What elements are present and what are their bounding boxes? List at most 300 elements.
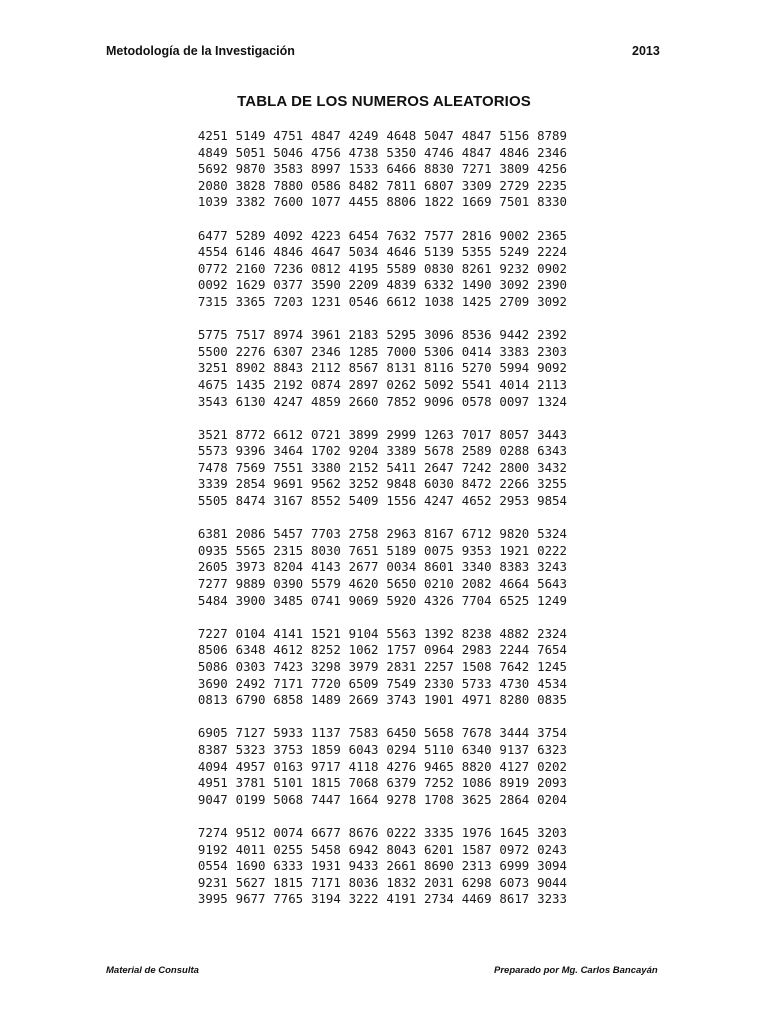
number-row xyxy=(194,178,571,195)
number-cell: 1757 xyxy=(386,642,417,658)
number-cell: 2183 xyxy=(348,327,379,343)
number-cell: 2999 xyxy=(386,426,417,442)
number-cell: 0243 xyxy=(537,841,567,857)
number-cell: 9096 xyxy=(424,393,454,409)
number-cell: 6146 xyxy=(235,244,266,260)
number-row xyxy=(194,360,571,377)
number-cell: 2192 xyxy=(273,376,304,392)
number-cell: 2224 xyxy=(537,244,567,260)
number-cell: 8482 xyxy=(348,177,379,193)
number-cell: 4011 xyxy=(235,841,266,857)
number-cell: 2330 xyxy=(424,675,454,691)
number-cell: 1921 xyxy=(499,542,530,558)
number-cell: 1245 xyxy=(537,659,567,674)
number-cell: 6477 xyxy=(197,227,228,243)
number-cell: 5920 xyxy=(386,592,417,608)
number-cell: 4847 xyxy=(461,144,492,160)
number-cell: 3339 xyxy=(197,476,228,492)
number-cell: 5733 xyxy=(461,675,492,691)
number-cell: 7642 xyxy=(499,659,530,674)
number-row xyxy=(194,476,571,493)
number-cell: 9047 xyxy=(197,791,228,807)
number-cell: 4276 xyxy=(386,758,417,774)
number-cell: 1508 xyxy=(461,659,492,674)
number-cell: 3203 xyxy=(537,824,567,840)
number-cell: 9820 xyxy=(499,526,530,542)
number-cell: 7720 xyxy=(310,675,341,691)
number-row xyxy=(194,145,571,162)
number-row xyxy=(194,261,571,278)
number-row xyxy=(194,626,571,643)
number-cell: 8506 xyxy=(197,642,228,658)
number-row xyxy=(194,825,571,842)
number-cell: 9396 xyxy=(235,443,266,459)
number-cell: 8204 xyxy=(273,559,304,575)
number-cell: 8806 xyxy=(386,194,417,210)
number-cell: 7017 xyxy=(461,426,492,442)
number-cell: 8252 xyxy=(310,642,341,658)
number-cell: 4620 xyxy=(348,576,379,592)
number-row xyxy=(194,493,571,510)
number-cell: 7478 xyxy=(197,459,228,475)
number-block xyxy=(194,228,571,311)
number-cell: 6332 xyxy=(424,277,454,293)
number-cell: 1931 xyxy=(310,858,341,874)
number-block xyxy=(194,526,571,609)
number-cell: 2244 xyxy=(499,642,530,658)
number-cell: 2758 xyxy=(348,526,379,542)
number-cell: 9353 xyxy=(461,542,492,558)
number-cell: 5289 xyxy=(235,227,266,243)
number-cell: 0902 xyxy=(537,260,567,276)
number-cell: 8036 xyxy=(348,874,379,890)
number-cell: 8472 xyxy=(461,476,492,492)
number-cell: 5933 xyxy=(273,725,304,741)
number-cell: 4554 xyxy=(197,244,228,260)
number-cell: 7227 xyxy=(197,625,228,641)
number-cell: 6858 xyxy=(273,692,304,708)
number-cell: 6450 xyxy=(386,725,417,741)
number-cell: 6307 xyxy=(273,343,304,359)
number-cell: 5068 xyxy=(273,791,304,807)
number-cell: 3255 xyxy=(537,476,567,492)
number-cell: 3094 xyxy=(537,858,567,874)
number-cell: 2963 xyxy=(386,526,417,542)
number-cell: 9092 xyxy=(537,360,567,376)
number-cell: 6333 xyxy=(273,858,304,874)
number-cell: 0578 xyxy=(461,393,492,409)
number-cell: 3389 xyxy=(386,443,417,459)
number-cell: 4195 xyxy=(348,260,379,276)
number-cell: 4223 xyxy=(310,227,341,243)
number-cell: 6454 xyxy=(348,227,379,243)
number-cell: 5484 xyxy=(197,592,228,608)
number-cell: 7703 xyxy=(310,526,341,542)
number-cell: 2492 xyxy=(235,675,266,691)
number-cell: 4882 xyxy=(499,625,530,641)
number-cell: 1086 xyxy=(461,775,492,791)
number-cell: 4746 xyxy=(424,144,454,160)
number-cell: 5994 xyxy=(499,360,530,376)
number-cell: 1249 xyxy=(537,592,567,608)
number-cell: 5775 xyxy=(197,327,228,343)
number-cell: 6073 xyxy=(499,874,530,890)
number-cell: 9104 xyxy=(348,625,379,641)
number-cell: 5047 xyxy=(424,128,454,143)
number-cell: 2589 xyxy=(461,443,492,459)
number-cell: 3092 xyxy=(499,277,530,293)
number-cell: 3754 xyxy=(537,725,567,741)
number-cell: 5086 xyxy=(197,659,228,674)
number-cell: 6509 xyxy=(348,675,379,691)
number-row xyxy=(194,576,571,593)
number-cell: 8330 xyxy=(537,194,567,210)
number-cell: 4534 xyxy=(537,675,567,691)
number-cell: 8843 xyxy=(273,360,304,376)
number-cell: 2257 xyxy=(424,659,454,674)
number-cell: 6130 xyxy=(235,393,266,409)
number-cell: 2677 xyxy=(348,559,379,575)
number-cell: 0222 xyxy=(386,824,417,840)
number-cell: 8830 xyxy=(424,161,454,177)
random-number-table xyxy=(194,128,571,925)
number-cell: 6379 xyxy=(386,775,417,791)
number-row xyxy=(194,543,571,560)
number-cell: 0034 xyxy=(386,559,417,575)
number-cell: 9442 xyxy=(499,327,530,343)
number-cell: 2831 xyxy=(386,659,417,674)
number-cell: 3444 xyxy=(499,725,530,741)
number-cell: 0204 xyxy=(537,791,567,807)
number-cell: 9204 xyxy=(348,443,379,459)
number-cell: 7811 xyxy=(386,177,417,193)
number-cell: 7583 xyxy=(348,725,379,741)
number-cell: 9854 xyxy=(537,493,567,509)
number-cell: 7236 xyxy=(273,260,304,276)
number-cell: 9044 xyxy=(537,874,567,890)
number-cell: 2660 xyxy=(348,393,379,409)
number-cell: 4455 xyxy=(348,194,379,210)
number-row xyxy=(194,327,571,344)
number-cell: 5411 xyxy=(386,459,417,475)
number-cell: 8974 xyxy=(273,327,304,343)
number-cell: 4249 xyxy=(348,128,379,143)
number-cell: 9562 xyxy=(310,476,341,492)
number-cell: 3828 xyxy=(235,177,266,193)
number-cell: 4738 xyxy=(348,144,379,160)
number-cell: 7600 xyxy=(273,194,304,210)
number-cell: 4141 xyxy=(273,625,304,641)
number-cell: 3899 xyxy=(348,426,379,442)
number-cell: 1489 xyxy=(310,692,341,708)
number-cell: 8997 xyxy=(310,161,341,177)
number-cell: 3464 xyxy=(273,443,304,459)
number-cell: 5505 xyxy=(197,493,228,509)
number-cell: 0546 xyxy=(348,293,379,309)
number-cell: 2313 xyxy=(461,858,492,874)
number-cell: 7765 xyxy=(273,891,304,907)
number-cell: 2983 xyxy=(461,642,492,658)
number-cell: 6612 xyxy=(386,293,417,309)
number-cell: 4612 xyxy=(273,642,304,658)
number-row xyxy=(194,775,571,792)
number-cell: 1039 xyxy=(197,194,228,210)
number-cell: 4839 xyxy=(386,277,417,293)
number-cell: 8238 xyxy=(461,625,492,641)
number-cell: 0255 xyxy=(273,841,304,857)
number-row xyxy=(194,593,571,610)
number-cell: 2303 xyxy=(537,343,567,359)
number-cell: 0586 xyxy=(310,177,341,193)
number-cell: 5149 xyxy=(235,128,266,143)
number-row xyxy=(194,277,571,294)
number-cell: 6323 xyxy=(537,741,567,757)
number-cell: 6790 xyxy=(235,692,266,708)
number-cell: 5156 xyxy=(499,128,530,143)
number-cell: 1556 xyxy=(386,493,417,509)
number-cell: 1690 xyxy=(235,858,266,874)
number-cell: 0964 xyxy=(424,642,454,658)
number-row xyxy=(194,692,571,709)
number-cell: 5139 xyxy=(424,244,454,260)
number-cell: 9232 xyxy=(499,260,530,276)
number-cell: 2669 xyxy=(348,692,379,708)
number-cell: 4730 xyxy=(499,675,530,691)
number-cell: 6201 xyxy=(424,841,454,857)
number-cell: 8474 xyxy=(235,493,266,509)
number-cell: 1392 xyxy=(424,625,454,641)
number-cell: 4675 xyxy=(197,376,228,392)
number-row xyxy=(194,642,571,659)
number-cell: 0772 xyxy=(197,260,228,276)
number-cell: 3961 xyxy=(310,327,341,343)
number-block xyxy=(194,825,571,908)
number-cell: 7423 xyxy=(273,659,304,674)
page-title: TABLA DE LOS NUMEROS ALEATORIOS xyxy=(237,93,531,110)
number-cell: 2709 xyxy=(499,293,530,309)
number-cell: 9278 xyxy=(386,791,417,807)
number-cell: 4094 xyxy=(197,758,228,774)
number-cell: 5643 xyxy=(537,576,567,592)
number-cell: 7274 xyxy=(197,824,228,840)
number-cell: 4251 xyxy=(197,128,228,143)
number-cell: 6340 xyxy=(461,741,492,757)
number-cell: 3590 xyxy=(310,277,341,293)
number-cell: 5573 xyxy=(197,443,228,459)
number-cell: 4143 xyxy=(310,559,341,575)
number-cell: 3900 xyxy=(235,592,266,608)
number-cell: 7880 xyxy=(273,177,304,193)
number-cell: 8131 xyxy=(386,360,417,376)
number-cell: 0935 xyxy=(197,542,228,558)
number-cell: 4859 xyxy=(310,393,341,409)
number-cell: 0721 xyxy=(310,426,341,442)
number-cell: 0554 xyxy=(197,858,228,874)
number-row xyxy=(194,742,571,759)
number-cell: 4849 xyxy=(197,144,228,160)
number-cell: 4951 xyxy=(197,775,228,791)
number-cell: 4247 xyxy=(424,493,454,509)
number-cell: 4247 xyxy=(273,393,304,409)
number-cell: 3625 xyxy=(461,791,492,807)
number-cell: 3809 xyxy=(499,161,530,177)
number-row xyxy=(194,443,571,460)
number-cell: 0222 xyxy=(537,542,567,558)
number-cell: 5350 xyxy=(386,144,417,160)
number-row xyxy=(194,676,571,693)
number-row xyxy=(194,725,571,742)
number-cell: 5541 xyxy=(461,376,492,392)
number-cell: 3167 xyxy=(273,493,304,509)
number-cell: 4647 xyxy=(310,244,341,260)
number-cell: 3309 xyxy=(461,177,492,193)
number-cell: 4118 xyxy=(348,758,379,774)
number-cell: 7068 xyxy=(348,775,379,791)
number-cell: 5650 xyxy=(386,576,417,592)
number-cell: 4664 xyxy=(499,576,530,592)
footer-right: Preparado por Mg. Carlos Bancayán xyxy=(494,965,658,976)
number-cell: 4751 xyxy=(273,128,304,143)
number-cell: 2324 xyxy=(537,625,567,641)
number-block xyxy=(194,427,571,510)
number-cell: 7447 xyxy=(310,791,341,807)
number-cell: 3753 xyxy=(273,741,304,757)
number-cell: 8676 xyxy=(348,824,379,840)
number-cell: 2315 xyxy=(273,542,304,558)
number-cell: 0097 xyxy=(499,393,530,409)
number-cell: 2816 xyxy=(461,227,492,243)
number-row xyxy=(194,460,571,477)
number-cell: 4092 xyxy=(273,227,304,243)
number-cell: 7252 xyxy=(424,775,454,791)
number-cell: 4652 xyxy=(461,493,492,509)
number-cell: 3583 xyxy=(273,161,304,177)
number-cell: 1822 xyxy=(424,194,454,210)
number-cell: 3432 xyxy=(537,459,567,475)
number-cell: 3443 xyxy=(537,426,567,442)
number-cell: 2209 xyxy=(348,277,379,293)
number-row xyxy=(194,659,571,676)
number-cell: 6942 xyxy=(348,841,379,857)
number-cell: 2392 xyxy=(537,327,567,343)
number-cell: 5457 xyxy=(273,526,304,542)
number-cell: 3521 xyxy=(197,426,228,442)
number-cell: 1490 xyxy=(461,277,492,293)
number-cell: 9433 xyxy=(348,858,379,874)
number-cell: 1859 xyxy=(310,741,341,757)
number-cell: 4256 xyxy=(537,161,567,177)
number-cell: 1629 xyxy=(235,277,266,293)
number-cell: 3979 xyxy=(348,659,379,674)
number-cell: 0813 xyxy=(197,692,228,708)
header-subject: Metodología de la Investigación xyxy=(106,44,295,58)
number-cell: 0414 xyxy=(461,343,492,359)
number-block xyxy=(194,725,571,808)
number-cell: 7171 xyxy=(310,874,341,890)
number-cell: 9691 xyxy=(273,476,304,492)
number-cell: 8167 xyxy=(424,526,454,542)
number-row xyxy=(194,427,571,444)
number-cell: 8387 xyxy=(197,741,228,757)
number-cell: 3243 xyxy=(537,559,567,575)
number-cell: 4756 xyxy=(310,144,341,160)
number-cell: 2729 xyxy=(499,177,530,193)
number-cell: 1533 xyxy=(348,161,379,177)
number-cell: 7277 xyxy=(197,576,228,592)
number-cell: 3340 xyxy=(461,559,492,575)
number-cell: 0199 xyxy=(235,791,266,807)
number-cell: 2266 xyxy=(499,476,530,492)
number-cell: 9069 xyxy=(348,592,379,608)
number-cell: 8617 xyxy=(499,891,530,907)
number-cell: 1708 xyxy=(424,791,454,807)
number-cell: 1521 xyxy=(310,625,341,641)
number-cell: 2082 xyxy=(461,576,492,592)
number-cell: 3690 xyxy=(197,675,228,691)
number-block xyxy=(194,626,571,709)
number-cell: 6343 xyxy=(537,443,567,459)
number-cell: 7551 xyxy=(273,459,304,475)
number-row xyxy=(194,128,571,145)
number-cell: 7549 xyxy=(386,675,417,691)
number-cell: 6030 xyxy=(424,476,454,492)
number-cell: 9137 xyxy=(499,741,530,757)
number-cell: 0812 xyxy=(310,260,341,276)
number-cell: 4127 xyxy=(499,758,530,774)
number-cell: 3743 xyxy=(386,692,417,708)
number-cell: 2080 xyxy=(197,177,228,193)
number-cell: 1587 xyxy=(461,841,492,857)
number-cell: 8043 xyxy=(386,841,417,857)
number-cell: 2365 xyxy=(537,227,567,243)
number-cell: 2864 xyxy=(499,791,530,807)
number-cell: 1137 xyxy=(310,725,341,741)
number-row xyxy=(194,891,571,908)
number-cell: 7704 xyxy=(461,592,492,608)
number-cell: 9848 xyxy=(386,476,417,492)
number-cell: 1435 xyxy=(235,376,266,392)
number-cell: 5306 xyxy=(424,343,454,359)
header-year: 2013 xyxy=(632,44,660,58)
number-cell: 8280 xyxy=(499,692,530,708)
number-cell: 6807 xyxy=(424,177,454,193)
number-cell: 5409 xyxy=(348,493,379,509)
number-cell: 8902 xyxy=(235,360,266,376)
number-cell: 0972 xyxy=(499,841,530,857)
number-cell: 8536 xyxy=(461,327,492,343)
number-cell: 5658 xyxy=(424,725,454,741)
number-row xyxy=(194,228,571,245)
number-cell: 2235 xyxy=(537,177,567,193)
number-block xyxy=(194,128,571,211)
number-row xyxy=(194,194,571,211)
number-cell: 6905 xyxy=(197,725,228,741)
number-cell: 9512 xyxy=(235,824,266,840)
number-cell: 6043 xyxy=(348,741,379,757)
number-cell: 4957 xyxy=(235,758,266,774)
number-cell: 4846 xyxy=(499,144,530,160)
number-row xyxy=(194,858,571,875)
number-cell: 0104 xyxy=(235,625,266,641)
number-cell: 1062 xyxy=(348,642,379,658)
number-cell: 4469 xyxy=(461,891,492,907)
number-cell: 8552 xyxy=(310,493,341,509)
number-row xyxy=(194,294,571,311)
number-cell: 7654 xyxy=(537,642,567,658)
number-cell: 7242 xyxy=(461,459,492,475)
number-cell: 1645 xyxy=(499,824,530,840)
number-cell: 2346 xyxy=(537,144,567,160)
